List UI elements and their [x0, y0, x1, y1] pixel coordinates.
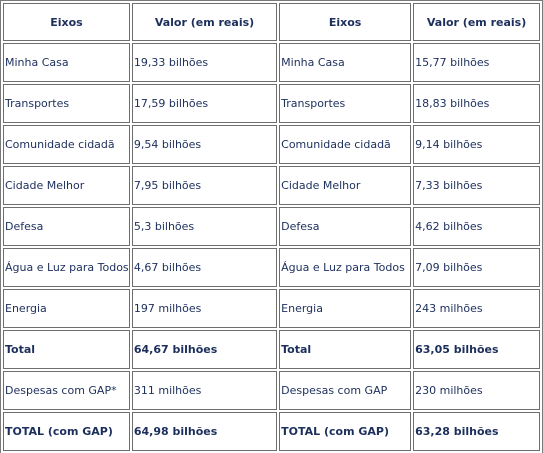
valor-left: 7,95 bilhões	[132, 166, 277, 205]
table-body	[3, 43, 540, 451]
table-row	[3, 289, 540, 328]
header-valor-left: Valor (em reais)	[132, 3, 277, 41]
valor-left: 5,3 bilhões	[132, 207, 277, 246]
eixo-label-right: Total	[279, 330, 411, 369]
table-row	[3, 166, 540, 205]
eixo-label-right: Defesa	[279, 207, 411, 246]
valor-left: 4,67 bilhões	[132, 248, 277, 287]
valor-left: 64,98 bilhões	[132, 412, 277, 451]
valor-left: 17,59 bilhões	[132, 84, 277, 123]
table-row	[3, 412, 540, 451]
table-row	[3, 207, 540, 246]
valor-right: 63,28 bilhões	[413, 412, 540, 451]
valor-right: 243 milhões	[413, 289, 540, 328]
valor-left: 311 milhões	[132, 371, 277, 410]
table-row	[3, 248, 540, 287]
table-row	[3, 84, 540, 123]
table-row	[3, 371, 540, 410]
valor-right: 7,33 bilhões	[413, 166, 540, 205]
eixo-label-left: Cidade Melhor	[3, 166, 130, 205]
valor-left: 197 milhões	[132, 289, 277, 328]
eixo-label-right: Água e Luz para Todos	[279, 248, 411, 287]
valor-right: 7,09 bilhões	[413, 248, 540, 287]
table-row	[3, 330, 540, 369]
eixo-label-right: Transportes	[279, 84, 411, 123]
eixo-label-left: Transportes	[3, 84, 130, 123]
table-row	[3, 125, 540, 164]
eixo-label-left: Água e Luz para Todos	[3, 248, 130, 287]
valor-right: 15,77 bilhões	[413, 43, 540, 82]
table-row	[3, 43, 540, 82]
header-valor-right: Valor (em reais)	[413, 3, 540, 41]
eixo-label-left: Defesa	[3, 207, 130, 246]
header-eixos-right: Eixos	[279, 3, 411, 41]
eixo-label-left: Energia	[3, 289, 130, 328]
valor-right: 9,14 bilhões	[413, 125, 540, 164]
valor-right: 230 milhões	[413, 371, 540, 410]
valor-left: 19,33 bilhões	[132, 43, 277, 82]
valor-right: 4,62 bilhões	[413, 207, 540, 246]
eixo-label-left: Total	[3, 330, 130, 369]
eixo-label-right: Comunidade cidadã	[279, 125, 411, 164]
valor-right: 63,05 bilhões	[413, 330, 540, 369]
eixo-label-left: Despesas com GAP*	[3, 371, 130, 410]
eixo-label-left: Comunidade cidadã	[3, 125, 130, 164]
eixo-label-left: Minha Casa	[3, 43, 130, 82]
valor-left: 9,54 bilhões	[132, 125, 277, 164]
header-row	[3, 3, 540, 41]
eixo-label-right: Energia	[279, 289, 411, 328]
eixo-label-right: TOTAL (com GAP)	[279, 412, 411, 451]
valor-right: 18,83 bilhões	[413, 84, 540, 123]
eixo-label-right: Minha Casa	[279, 43, 411, 82]
valor-left: 64,67 bilhões	[132, 330, 277, 369]
eixo-label-left: TOTAL (com GAP)	[3, 412, 130, 451]
eixo-label-right: Despesas com GAP	[279, 371, 411, 410]
header-eixos-left: Eixos	[3, 3, 130, 41]
eixo-label-right: Cidade Melhor	[279, 166, 411, 205]
